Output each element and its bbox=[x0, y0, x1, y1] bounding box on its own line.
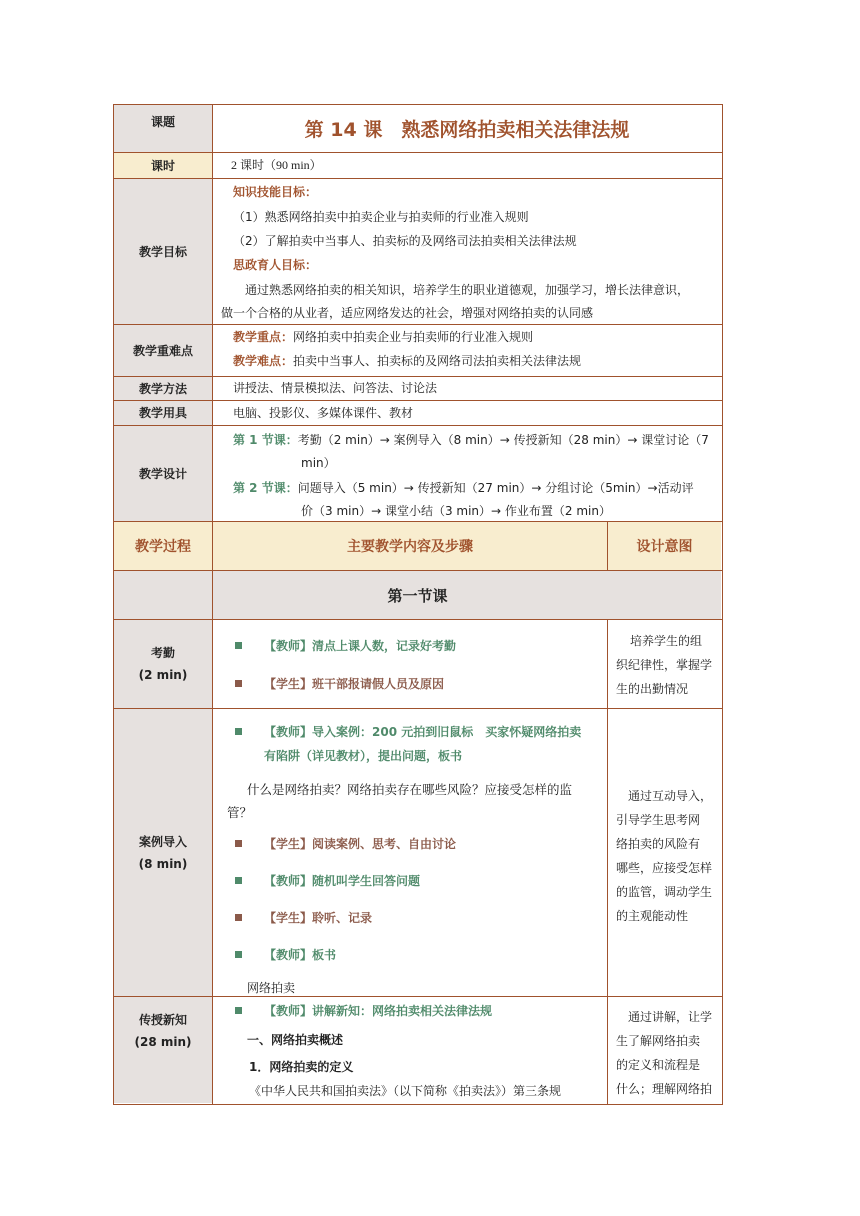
session1-heading: 第 1 节课： bbox=[233, 433, 298, 447]
case-item-1-line-2: 有陷阱（详见教材），提出问题，板书 bbox=[264, 749, 463, 763]
lesson-plan-table bbox=[113, 104, 723, 1105]
session1-line-2: min） bbox=[301, 456, 336, 470]
attendance-intent-line-3: 生的出勤情况 bbox=[616, 682, 689, 696]
case-item-1-line-1: 【教师】导入案例：200 元拍到旧鼠标 买家怀疑网络拍卖 bbox=[264, 725, 582, 739]
new-knowledge-time: (28 min) bbox=[134, 1035, 192, 1049]
new-knowledge-label-cell bbox=[114, 997, 212, 1103]
process-header-col2: 主要教学内容及步骤 bbox=[213, 522, 607, 570]
attendance-label-cell bbox=[114, 620, 212, 708]
attendance-item-2: 【学生】班干部报请假人员及原因 bbox=[264, 677, 445, 691]
bullet-icon bbox=[235, 642, 242, 649]
session1-line-1: 考勤（2 min）→ 案例导入（8 min）→ 传授新知（28 min）→ 课堂讨论（7 bbox=[297, 433, 709, 447]
bullet-icon bbox=[235, 951, 242, 958]
case-intro-label: 案例导入 bbox=[138, 834, 187, 849]
design-label: 教学设计 bbox=[114, 426, 212, 521]
tools-value: 电脑、投影仪、多媒体课件、教材 bbox=[233, 406, 414, 420]
attendance-intent-line-2: 织纪律性，掌握学 bbox=[616, 658, 713, 672]
hours-value: 2 课时（90 min） bbox=[231, 158, 322, 172]
new-knowledge-item-1: 【教师】讲解新知：网络拍卖相关法律法规 bbox=[264, 1004, 493, 1018]
knowledge-item-2: （2）了解拍卖中当事人、拍卖标的及网络司法拍卖相关法律法规 bbox=[233, 234, 577, 248]
case-item-5: 【教师】板书 bbox=[264, 948, 337, 962]
nk-intent-line-4: 什么；理解网络拍 bbox=[616, 1082, 713, 1096]
nk-intent-line-3: 的定义和流程是 bbox=[616, 1058, 701, 1072]
focus-heading: 教学重点： bbox=[233, 330, 294, 344]
case-question-line-2: 管？ bbox=[227, 805, 253, 820]
case-intent-line-1: 通过互动导入， bbox=[628, 789, 713, 803]
bullet-icon bbox=[235, 840, 242, 847]
case-intent-line-3: 络拍卖的风险有 bbox=[616, 837, 701, 851]
attendance-label: 考勤 bbox=[150, 646, 175, 660]
knowledge-heading: 知识技能目标： bbox=[233, 185, 318, 199]
bullet-icon bbox=[235, 1007, 242, 1014]
nk-intent-line-1: 通过讲解，让学 bbox=[628, 1010, 713, 1024]
session2-line-1: 问题导入（5 min）→ 传授新知（27 min）→ 分组讨论（5min）→活动评 bbox=[297, 481, 694, 495]
case-intent-line-5: 的监管，调动学生 bbox=[616, 885, 713, 899]
new-knowledge-text-1: 《中华人民共和国拍卖法》（以下简称《拍卖法》）第三条规 bbox=[249, 1084, 562, 1098]
objectives-content bbox=[219, 181, 719, 323]
new-knowledge-heading-2: 1．网络拍卖的定义 bbox=[249, 1060, 354, 1074]
difficulty-heading: 教学难点： bbox=[233, 354, 294, 368]
case-intro-label-cell bbox=[114, 709, 212, 996]
case-intent-line-6: 的主观能动性 bbox=[616, 909, 689, 923]
case-question-line-1: 什么是网络拍卖？网络拍卖存在哪些风险？应接受怎样的监 bbox=[247, 782, 573, 797]
methods-label: 教学方法 bbox=[114, 377, 212, 400]
session2-line-2: 价（3 min）→ 课堂小结（3 min）→ 作业布置（2 min） bbox=[301, 504, 611, 518]
case-intent-line-2: 引导学生思考网 bbox=[616, 813, 701, 827]
case-item-2: 【学生】阅读案例、思考、自由讨论 bbox=[264, 837, 457, 851]
attendance-intent-line-1: 培养学生的组 bbox=[630, 634, 703, 648]
key-points-label: 教学重难点 bbox=[114, 325, 212, 376]
new-knowledge-label: 传授新知 bbox=[138, 1013, 187, 1027]
design-content bbox=[219, 429, 719, 521]
new-knowledge-heading-1: 一、网络拍卖概述 bbox=[247, 1033, 344, 1047]
section-title: 第一节课 bbox=[114, 571, 721, 619]
tools-label: 教学用具 bbox=[114, 401, 212, 425]
attendance-time: (2 min) bbox=[138, 668, 188, 682]
ideology-line-2: 做一个合格的从业者，适应网络发达的社会，增强对网络拍卖的认同感 bbox=[221, 306, 594, 320]
ideology-line-1: 通过熟悉网络拍卖的相关知识，培养学生的职业道德观，加强学习，增长法律意识， bbox=[245, 283, 690, 297]
nk-intent-line-2: 生了解网络拍卖 bbox=[616, 1034, 701, 1048]
case-intent-line-4: 哪些，应接受怎样 bbox=[616, 861, 713, 875]
case-intro-time: (8 min) bbox=[138, 856, 188, 871]
bullet-icon bbox=[235, 914, 242, 921]
ideology-heading: 思政育人目标： bbox=[233, 258, 318, 272]
focus-text: 网络拍卖中拍卖企业与拍卖师的行业准入规则 bbox=[293, 330, 534, 344]
hours-label: 课时 bbox=[114, 153, 212, 178]
knowledge-item-1: （1）熟悉网络拍卖中拍卖企业与拍卖师的行业准入规则 bbox=[233, 210, 529, 224]
attendance-item-1: 【教师】清点上课人数，记录好考勤 bbox=[264, 639, 457, 653]
process-header-col3: 设计意图 bbox=[608, 522, 721, 570]
topic-label: 课题 bbox=[114, 105, 212, 152]
difficulty-text: 拍卖中当事人、拍卖标的及网络司法拍卖相关法律法规 bbox=[293, 354, 582, 368]
methods-value: 讲授法、情景模拟法、问答法、讨论法 bbox=[233, 381, 438, 395]
case-item-3: 【教师】随机叫学生回答问题 bbox=[264, 874, 421, 888]
page-title: 第 14 课 熟悉网络拍卖相关法律法规 bbox=[304, 119, 630, 141]
case-board-text: 网络拍卖 bbox=[247, 981, 296, 995]
objectives-label: 教学目标 bbox=[114, 179, 212, 324]
session2-heading: 第 2 节课： bbox=[233, 481, 298, 495]
key-points-content bbox=[219, 326, 719, 376]
bullet-icon bbox=[235, 680, 242, 687]
bullet-icon bbox=[235, 877, 242, 884]
case-item-4: 【学生】聆听、记录 bbox=[264, 911, 373, 925]
process-header-col1: 教学过程 bbox=[114, 522, 212, 570]
bullet-icon bbox=[235, 728, 242, 735]
